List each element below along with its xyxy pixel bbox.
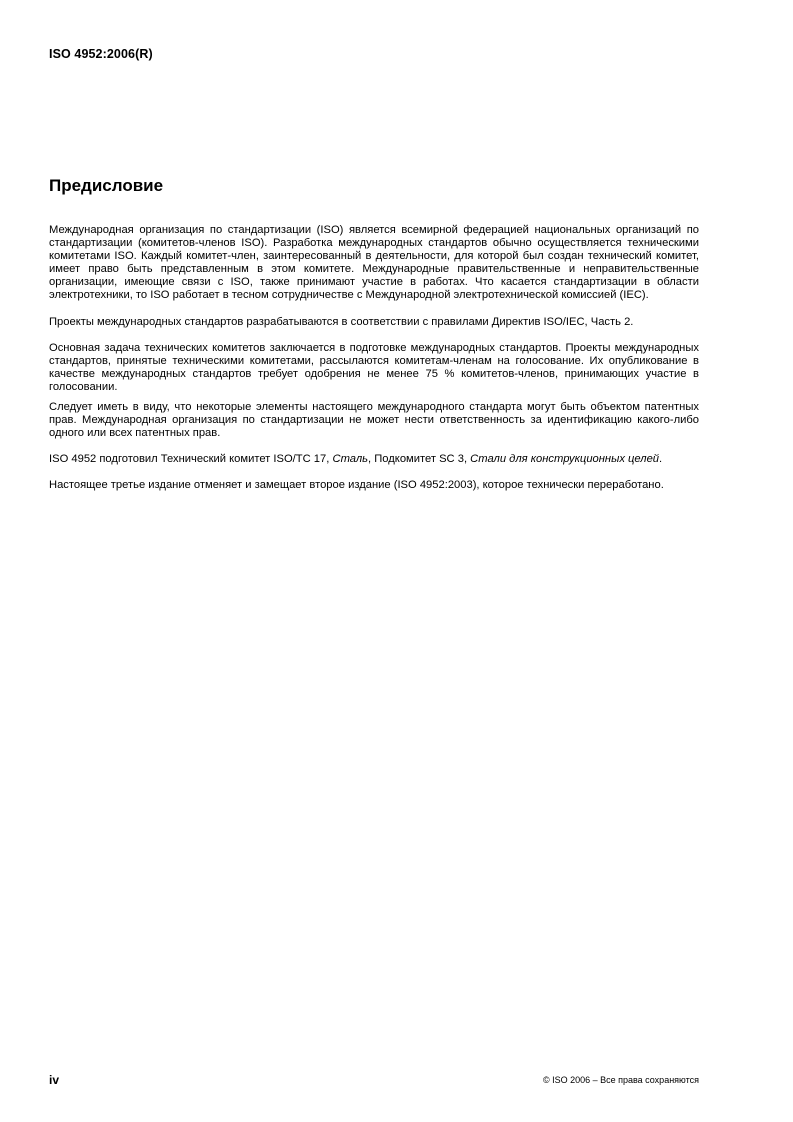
prepared-by-text-1: ISO 4952 подготовил Технический комитет ISO/TC 17, xyxy=(49,453,333,466)
paragraph-committee-task: Основная задача технических комитетов заключается в подготовке международных стандартов. Проекты международных стандартов, принятые техническими комитетами, рассылаются комитетам-членам на голосование. Их опубликование в качестве международных стандартов требует одобрения не менее 75 % комитетов-членов, принимающих участие в голосовании. xyxy=(49,341,699,393)
paragraph-directives: Проекты международных стандартов разрабатываются в соответствии с правилами Директив ISO/IEC, Часть 2. xyxy=(49,315,634,328)
document-id: ISO 4952:2006(R) xyxy=(49,47,153,61)
page-number: iv xyxy=(49,1073,60,1087)
paragraph-iso-organization: Международная организация по стандартизации (ISO) является всемирной федерацией национальных организаций по стандартизации (комитетов-членов ISO). Разработка международных стандартов обычно осуществляется техническими комитетами ISO. Каждый комитет-член, заинтересованный в деятельности, для которой был создан технический комитет, имеет право быть представленным в этом комитете. Международные правительственные и неправительственные организации, имеющие связи с ISO, также принимают участие в работах. Что касается стандартизации в области электротехники, то ISO работает в тесном сотрудничестве с Международной электротехнической комиссией (IEC). xyxy=(49,224,699,302)
committee-name: Сталь xyxy=(332,453,369,466)
prepared-by-text-2: , Подкомитет SC 3, xyxy=(368,453,471,466)
prepared-by-text-3: . xyxy=(659,453,663,466)
foreword-body xyxy=(49,224,699,493)
copyright-notice: © ISO 2006 – Все права сохраняются xyxy=(542,1075,699,1085)
paragraph-edition: Настоящее третье издание отменяет и замещает второе издание (ISO 4952:2003), которое технически переработано. xyxy=(49,479,664,492)
paragraph-patent-rights: Следует иметь в виду, что некоторые элементы настоящего международного стандарта могут быть объектом патентных прав. Международная организация по стандартизации не может нести ответственность за идентификацию какого-либо одного или всех патентных прав. xyxy=(49,401,699,440)
page-title: Предисловие xyxy=(49,176,164,195)
paragraph-prepared-by xyxy=(49,453,699,466)
subcommittee-name: Стали для конструкционных целей xyxy=(470,453,660,466)
